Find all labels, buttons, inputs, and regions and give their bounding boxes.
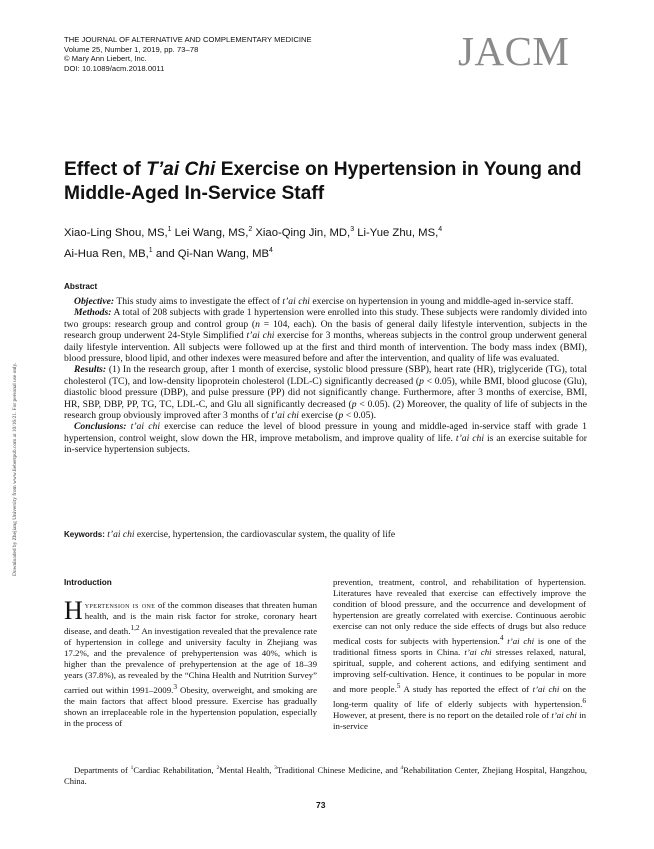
- objective-label: Objective:: [74, 296, 115, 307]
- conclusions-text-2: is an exercise suitable for in-service hypertension subjects.: [64, 432, 587, 456]
- abstract-objective: [64, 296, 587, 307]
- author-affil: 4: [269, 246, 273, 254]
- results-text-3: < 0.05). (2) Moreover, the quality of life of subjects in the research group obviously improved after 3 months of: [64, 398, 587, 422]
- author[interactable]: Li-Yue Zhu, MS,: [357, 226, 439, 239]
- intro-right-text: prevention, treatment, control, and rehabilitation of hypertension. Literatures have revealed that exercise can effectively improve the condition of blood pressure, and the occurrence and development of hypertension are greatly correlated with exercise. Continuous aerobic exercise can not only reduce the side effects of drugs but also reduce medical costs for subjects with hypertension.: [333, 577, 586, 646]
- journal-logo: JACM: [458, 28, 570, 74]
- methods-text: A total of 208 subjects with grade 1 hypertension were enrolled into this study. These subjects were randomly divided into two groups: research group and control group (: [64, 307, 587, 330]
- author[interactable]: Xiao-Qing Jin, MD,: [255, 226, 351, 239]
- affil-number: 3: [274, 765, 277, 771]
- citation[interactable]: 3: [173, 681, 178, 691]
- italic-term: t’ai chi: [532, 683, 560, 694]
- objective-italic: t’ai chi: [282, 296, 310, 307]
- abstract-methods: [64, 307, 587, 364]
- author[interactable]: Lei Wang, MS,: [174, 226, 249, 239]
- results-text-2: < 0.05), while BMI, blood glucose (Glu), diastolic blood pressure (DBP), and pulse pressure (PP) did not significantly change. Furthermore, after 3 months of exercise, BMI, HR, SBP, DBP, PP, TG, TC, LDL-C, and Glu all significantly decreased (: [64, 375, 588, 410]
- objective-text-end: exercise on hypertension in young and middle-aged in-service staff.: [309, 296, 574, 307]
- footnote-text: Traditional Chinese Medicine, and: [276, 764, 401, 775]
- conclusions-text: exercise can reduce the level of blood pressure in young and middle-aged in-service staff with grade 1 hypertension, control weight, slow down the HR, improve metabolism, and improve quality of life.: [64, 421, 587, 444]
- affiliation-footnote: [64, 763, 587, 787]
- author-affil: 4: [438, 226, 443, 233]
- intro-text-3: Obesity, overweight, and smoking are the main factors that affect blood pressure. Exercise has gradually shown an irreplaceable role in the hypertension population, especially in the process of: [64, 684, 317, 728]
- results-text-4: exercise (: [298, 410, 339, 422]
- methods-n: n: [255, 318, 260, 330]
- intro-right-text-7: in in-service: [333, 709, 587, 731]
- title-italic: T’ai Chi: [146, 159, 216, 180]
- author-affil: 1: [167, 226, 172, 233]
- footnote-text: Departments of: [74, 764, 131, 775]
- results-text: (1) In the research group, after 1 month of exercise, systolic blood pressure (SBP), heart rate (HR), triglyceride (TG), total cholesterol (TC), and low-density lipoprotein cholesterol (LDL-C) significantly decreased (: [64, 364, 587, 387]
- intro-right-column: [333, 577, 586, 732]
- keywords-label: Keywords:: [64, 530, 105, 539]
- affil-number: 1: [130, 765, 134, 771]
- italic-term: t’ai chi: [503, 635, 535, 646]
- intro-text: of the common diseases that threaten human health, and is the main risk factor for stroke, coronary heart disease, and death.: [64, 600, 317, 636]
- objective-text: This study aims to investigate the effect of: [114, 296, 283, 307]
- results-p: p: [338, 410, 344, 422]
- title-text: Effect of: [64, 159, 147, 180]
- article-title: [64, 158, 584, 206]
- keywords: [64, 529, 587, 541]
- download-watermark: Downloaded by Zhejiang University from www.liebertpub.com at 10/16/21. For personal use only.: [12, 362, 18, 576]
- abstract-results: [64, 364, 587, 421]
- journal-name: THE JOURNAL OF ALTERNATIVE AND COMPLEMENTARY MEDICINE: [64, 35, 312, 44]
- citation[interactable]: 4: [499, 633, 504, 642]
- drop-cap: H: [64, 596, 83, 625]
- author-affil: 2: [248, 226, 253, 233]
- results-p: p: [351, 398, 357, 410]
- methods-label: Methods:: [74, 307, 112, 319]
- citation[interactable]: 5: [396, 680, 401, 690]
- intro-right-text-4: A study has reported the effect of: [400, 683, 533, 694]
- citation[interactable]: 6: [582, 695, 586, 705]
- results-italic: t’ai chi: [271, 410, 299, 422]
- author-affil: 1: [148, 246, 153, 254]
- italic-term: t’ai chi: [464, 646, 492, 657]
- italic-term: t’ai chi: [551, 709, 577, 720]
- author[interactable]: and Qi-Nan Wang, MB: [155, 247, 270, 260]
- intro-text-2: An investigation revealed that the prevalence rate of hypertension in college and university faculty in Zhejiang was 17.2%, and the prevalence of prehypertension was 40%, which is higher than the prevalence of prehypertension at the age of 18–39 years (37.8%), as revealed by the “China Health and Nutrition Survey” carried out within 1991–2009.: [64, 625, 317, 695]
- affil-number: 4: [400, 765, 404, 771]
- conclusions-italic-2: t’ai chi: [455, 432, 484, 444]
- footnote-text: Mental Health,: [219, 764, 275, 775]
- methods-text-2: = 104, each). On the basis of general daily lifestyle intervention, subjects in the research group underwent 24-Style Simplified: [64, 318, 587, 342]
- title-text-rest: Exercise on Hypertension in Young and Middle-Aged In-Service Staff: [64, 159, 582, 204]
- affil-number: 2: [216, 765, 220, 771]
- results-label: Results:: [74, 364, 107, 376]
- copyright: © Mary Ann Liebert, Inc.: [64, 54, 147, 64]
- intro-heading: Introduction: [64, 578, 112, 587]
- author[interactable]: Ai-Hua Ren, MB,: [64, 247, 149, 260]
- conclusions-label: Conclusions:: [74, 421, 127, 433]
- footnote-text: Rehabilitation Center, Zhejiang Hospital, Hangzhou, China.: [64, 764, 588, 786]
- citation[interactable]: 1,2: [130, 623, 140, 632]
- results-text-5: < 0.05).: [343, 410, 377, 422]
- abstract-heading: Abstract: [64, 282, 98, 291]
- footnote-text: Cardiac Rehabilitation,: [133, 764, 217, 775]
- abstract-body: [64, 296, 587, 456]
- methods-text-3: exercise for 3 months, whereas subjects in the control group underwent general daily lifestyle intervention. All subjects were followed up at the first and third month of intervention. The body mass index (BMI), blood pressure, blood lipid, and other indexes were measured before and after the intervention, and quality of life was evaluated.: [64, 330, 588, 365]
- conclusions-italic: t’ai chi: [126, 421, 161, 433]
- abstract-conclusions: [64, 421, 587, 455]
- keyword-italic[interactable]: t’ai chi: [104, 530, 135, 540]
- methods-italic: t’ai chi: [246, 330, 275, 342]
- author-affil: 3: [350, 226, 355, 233]
- intro-right-text-2: is one of the traditional fitness sports in China.: [333, 635, 586, 657]
- keywords-list[interactable]: exercise, hypertension, the cardiovascular system, the quality of life: [134, 530, 396, 540]
- page-number: 73: [316, 800, 326, 810]
- journal-meta: [64, 35, 312, 73]
- lead-smallcaps: ypertension is one: [84, 600, 156, 610]
- doi-link[interactable]: DOI: 10.1089/acm.2018.0011: [64, 63, 165, 73]
- intro-right-text-3: stresses relaxed, natural, spiritual, supple, and coherent actions, and edifying sentiment and improving self-cultivation. Hence, it continues to be popular in more and more people.: [333, 646, 587, 694]
- author-list: [64, 221, 584, 263]
- results-p: p: [419, 375, 424, 387]
- intro-right-text-5: on the long-term quality of life of elderly subjects with hypertension.: [333, 683, 586, 709]
- author[interactable]: Xiao-Ling Shou, MS,: [64, 226, 168, 239]
- volume-info: Volume 25, Number 1, 2019, pp. 73–78: [64, 44, 199, 54]
- intro-right-text-6: However, at present, there is no report on the detailed role of: [333, 709, 552, 720]
- intro-left-column: [64, 596, 317, 729]
